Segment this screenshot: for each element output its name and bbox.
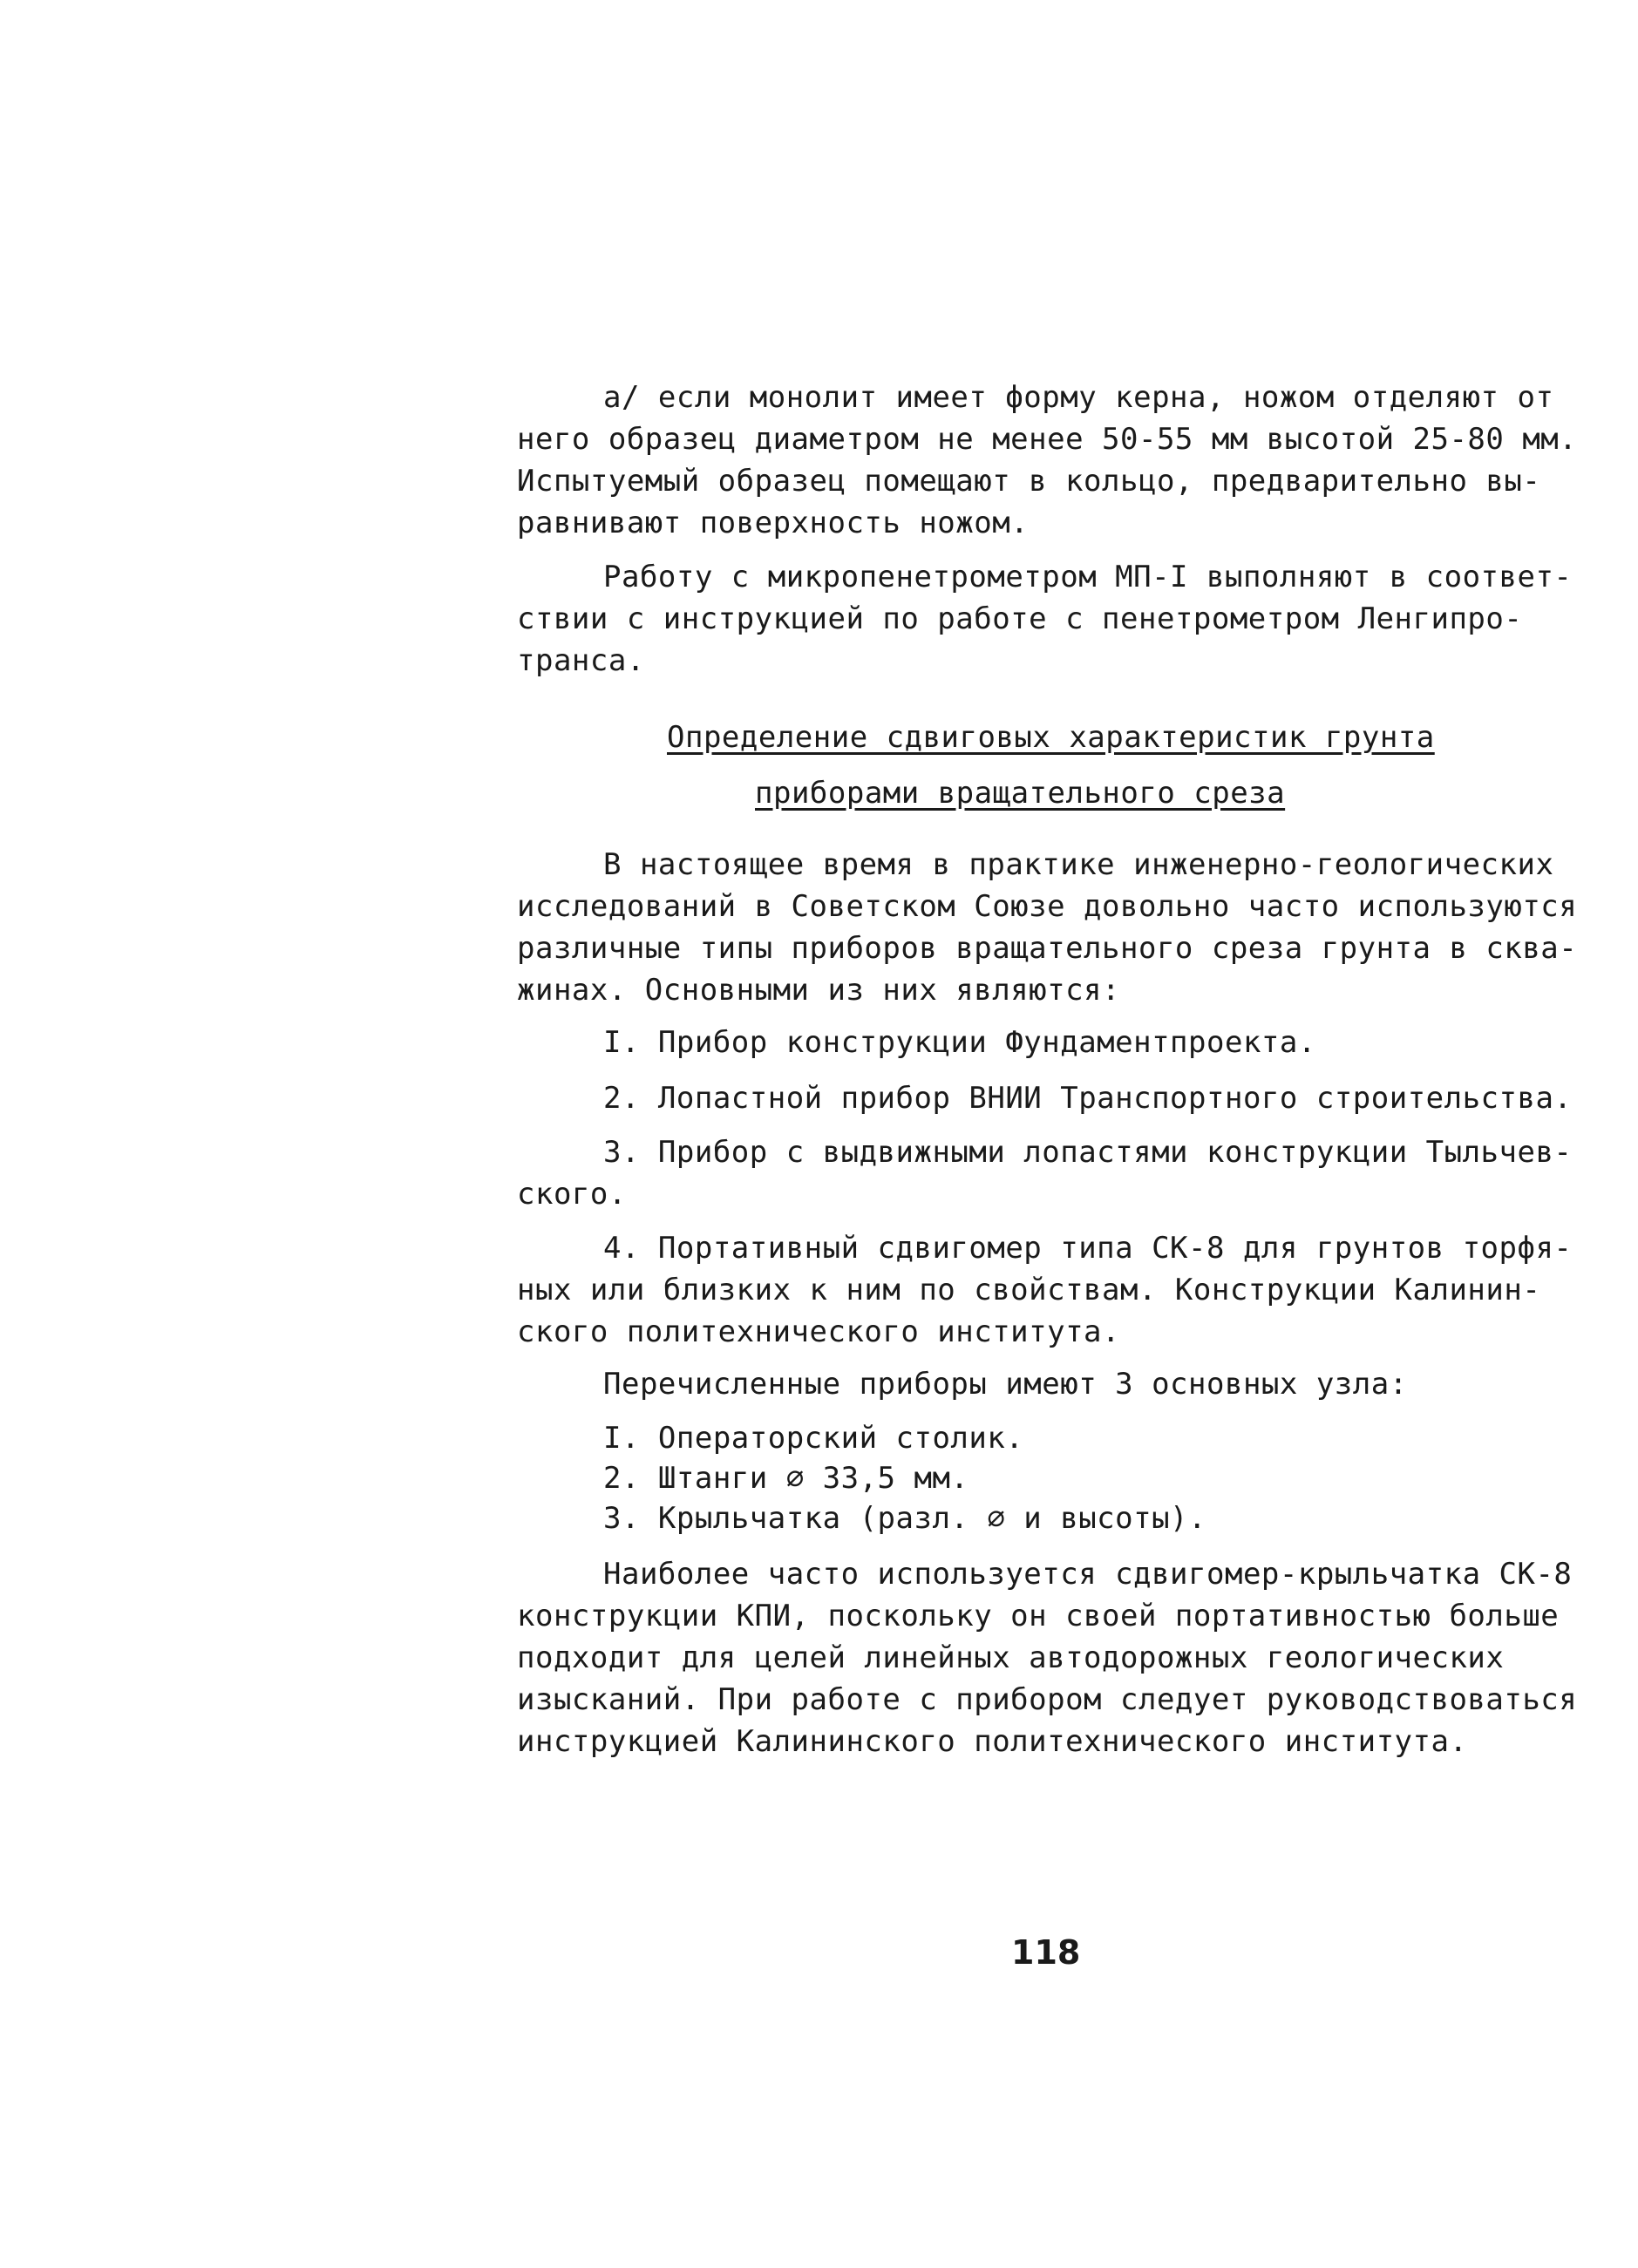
paragraph-sk8-line-3: подходит для целей линейных автодорожных геологических xyxy=(517,1640,1505,1675)
paragraph-nodes: Перечисленные приборы имеют 3 основных узла: xyxy=(603,1367,1408,1402)
paragraph-intro-line-1: В настоящее время в практике инженерно-геологических xyxy=(603,847,1554,882)
paragraph-sk8-line-2: конструкции КПИ, поскольку он своей портативностью больше xyxy=(517,1599,1560,1633)
paragraph-intro-line-2: исследований в Советском Союзе довольно часто используются xyxy=(517,889,1578,924)
paragraph-sk8-line-4: изысканий. При работе с прибором следует руководствоваться xyxy=(517,1682,1578,1717)
instrument-list-item-2: 2. Лопастной прибор ВНИИ Транспортного строительства. xyxy=(603,1081,1573,1116)
paragraph-sk8-line-1: Наиболее часто используется сдвигомер-крыльчатка СК-8 xyxy=(603,1557,1573,1592)
paragraph-mp1-line-1: Работу с микропенетрометром МП-I выполняют в соответ- xyxy=(603,560,1573,594)
instrument-list-item-4-line-3: ского политехнического института. xyxy=(517,1314,1121,1349)
node-list-item-3: 3. Крыльчатка (разл. ∅ и высоты). xyxy=(603,1501,1207,1536)
paragraph-a-line-1: а/ если монолит имеет форму керна, ножом отделяют от xyxy=(603,380,1554,415)
paragraph-a-line-3: Испытуемый образец помещают в кольцо, предварительно вы- xyxy=(517,464,1541,499)
paragraph-a-line-4: равнивают поверхность ножом. xyxy=(517,506,1030,540)
node-list-item-2: 2. Штанги ∅ 33,5 мм. xyxy=(603,1461,969,1496)
instrument-list-item-4-line-1: 4. Портативный сдвигомер типа СК-8 для грунтов торфя- xyxy=(603,1231,1573,1266)
paragraph-intro-line-3: различные типы приборов вращательного среза грунта в сква- xyxy=(517,931,1578,966)
paragraph-mp1-line-2: ствии с инструкцией по работе с пенетрометром Ленгипро- xyxy=(517,601,1523,636)
instrument-list-item-4-line-2: ных или близких к ним по свойствам. Конструкции Калинин- xyxy=(517,1273,1541,1307)
node-list-item-1: I. Операторский столик. xyxy=(603,1421,1024,1456)
instrument-list-item-3-line-2: ского. xyxy=(517,1177,627,1212)
paragraph-a-line-2: него образец диаметром не менее 50-55 мм высотой 25-80 мм. xyxy=(517,422,1578,457)
paragraph-mp1-line-3: транса. xyxy=(517,643,645,678)
paragraph-sk8-line-5: инструкцией Калининского политехнического института. xyxy=(517,1724,1468,1759)
paragraph-intro-line-4: жинах. Основными из них являются: xyxy=(517,973,1121,1008)
instrument-list-item-1: I. Прибор конструкции Фундаментпроекта. xyxy=(603,1025,1316,1060)
page-number: 118 xyxy=(1011,1933,1081,1972)
instrument-list-item-3-line-1: 3. Прибор с выдвижными лопастями конструкции Тыльчев- xyxy=(603,1135,1573,1170)
section-heading-line-1: Определение сдвиговых характеристик грунта xyxy=(667,720,1435,755)
section-heading-line-2: приборами вращательного среза xyxy=(755,776,1286,811)
